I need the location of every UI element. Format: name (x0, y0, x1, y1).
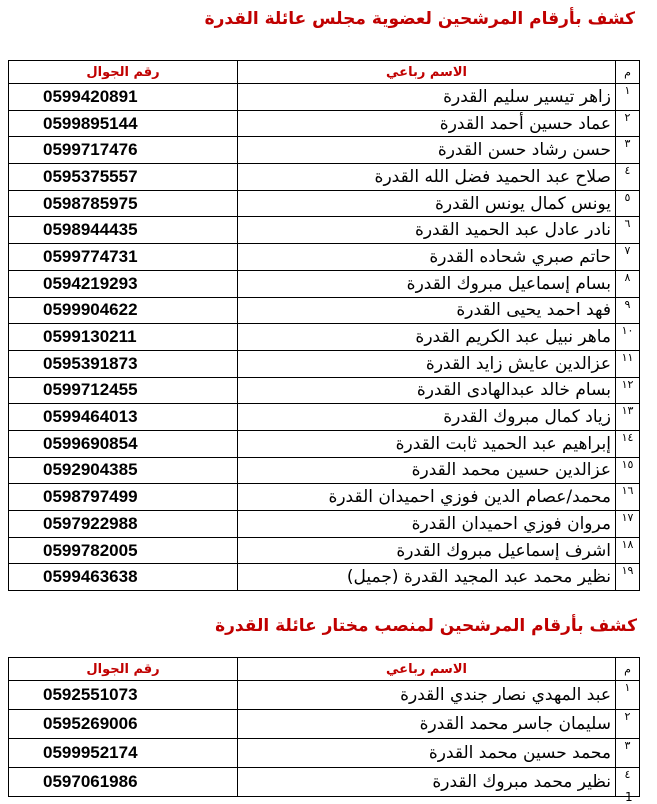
index-cell: ٢ (616, 110, 640, 137)
table-header-row (9, 61, 640, 84)
phone-cell: 0595375557 (9, 164, 238, 191)
phone-cell: 0599904622 (9, 297, 238, 324)
index-cell: ٨ (616, 270, 640, 297)
index-column-header: م (616, 61, 640, 84)
name-cell: عبد المهدي نصار جندي القدرة (238, 681, 616, 710)
section1-title: كشف بأرقام المرشحين لعضوية مجلس عائلة القدرة (204, 9, 635, 29)
name-cell: حسن رشاد حسن القدرة (238, 137, 616, 164)
index-cell: ٦ (616, 217, 640, 244)
name-cell: فهد احمد يحيى القدرة (238, 297, 616, 324)
name-cell: نظير محمد عبد المجيد القدرة (جميل) (238, 564, 616, 591)
phone-cell: 0599717476 (9, 137, 238, 164)
index-cell: ١١ (616, 350, 640, 377)
name-column-header: الاسم رباعي (238, 61, 616, 84)
phone-cell: 0597061986 (9, 768, 238, 797)
phone-cell: 0599774731 (9, 244, 238, 271)
table-row (9, 137, 640, 164)
phone-cell: 0598797499 (9, 484, 238, 511)
table-row (9, 324, 640, 351)
index-cell: ٧ (616, 244, 640, 271)
table-header-row (9, 658, 640, 681)
table-row (9, 710, 640, 739)
name-cell: زياد كمال مبروك القدرة (238, 404, 616, 431)
table-row (9, 110, 640, 137)
table-row (9, 511, 640, 538)
index-cell: ٢ (616, 710, 640, 739)
table-row (9, 768, 640, 797)
table-row (9, 739, 640, 768)
table-row (9, 217, 640, 244)
table-row (9, 430, 640, 457)
name-cell: محمد حسين محمد القدرة (238, 739, 616, 768)
name-cell: بسام خالد عبدالهادى القدرة (238, 377, 616, 404)
phone-cell: 0598944435 (9, 217, 238, 244)
phone-cell: 0597922988 (9, 511, 238, 538)
phone-cell: 0598785975 (9, 190, 238, 217)
name-cell: نظير محمد مبروك القدرة (238, 768, 616, 797)
name-cell: عزالدين عايش زايد القدرة (238, 350, 616, 377)
table-row (9, 164, 640, 191)
phone-cell: 0599420891 (9, 84, 238, 111)
name-cell: اشرف إسماعيل مبروك القدرة (238, 537, 616, 564)
name-cell: حاتم صبري شحاده القدرة (238, 244, 616, 271)
name-cell: نادر عادل عبد الحميد القدرة (238, 217, 616, 244)
name-cell: صلاح عبد الحميد فضل الله القدرة (238, 164, 616, 191)
table-row (9, 404, 640, 431)
index-cell: ١٣ (616, 404, 640, 431)
table-row (9, 84, 640, 111)
index-cell: ١٢ (616, 377, 640, 404)
name-cell: بسام إسماعيل مبروك القدرة (238, 270, 616, 297)
name-column-header: الاسم رباعي (238, 658, 616, 681)
index-cell: ١ (616, 681, 640, 710)
name-cell: يونس كمال يونس القدرة (238, 190, 616, 217)
index-cell: ١٦ (616, 484, 640, 511)
phone-cell: 0592551073 (9, 681, 238, 710)
phone-cell: 0599712455 (9, 377, 238, 404)
phone-cell: 0599690854 (9, 430, 238, 457)
phone-cell: 0595391873 (9, 350, 238, 377)
name-cell: زاهر تيسير سليم القدرة (238, 84, 616, 111)
index-cell: ٣ (616, 137, 640, 164)
table-row (9, 681, 640, 710)
name-cell: عماد حسين أحمد القدرة (238, 110, 616, 137)
name-cell: ماهر نبيل عبد الكريم القدرة (238, 324, 616, 351)
table-row (9, 537, 640, 564)
phone-cell: 0599464013 (9, 404, 238, 431)
index-cell: ١٩ (616, 564, 640, 591)
phone-cell: 0599952174 (9, 739, 238, 768)
phone-cell: 0599782005 (9, 537, 238, 564)
phone-cell: 0599463638 (9, 564, 238, 591)
table-row (9, 350, 640, 377)
table-row (9, 457, 640, 484)
table-row (9, 190, 640, 217)
phone-cell: 0592904385 (9, 457, 238, 484)
phone-cell: 0599130211 (9, 324, 238, 351)
index-cell: ٣ (616, 739, 640, 768)
table-row (9, 564, 640, 591)
index-column-header: م (616, 658, 640, 681)
table-row (9, 244, 640, 271)
phone-cell: 0595269006 (9, 710, 238, 739)
phone-column-header: رقم الجوال (9, 61, 238, 84)
name-cell: مروان فوزي احميدان القدرة (238, 511, 616, 538)
phone-column-header: رقم الجوال (9, 658, 238, 681)
name-cell: إبراهيم عبد الحميد ثابت القدرة (238, 430, 616, 457)
mukhtar-candidates-table (8, 657, 640, 797)
members-candidates-table (8, 60, 640, 591)
name-cell: محمد/عصام الدين فوزي احميدان القدرة (238, 484, 616, 511)
index-cell: ١ (616, 84, 640, 111)
index-cell: ٤ (616, 768, 640, 797)
page-mark: 1 (625, 790, 633, 804)
table-row (9, 484, 640, 511)
index-cell: ٩ (616, 297, 640, 324)
name-cell: سليمان جاسر محمد القدرة (238, 710, 616, 739)
index-cell: ٤ (616, 164, 640, 191)
index-cell: ١٥ (616, 457, 640, 484)
section2-title: كشف بأرقام المرشحين لمنصب مختار عائلة القدرة (215, 616, 637, 636)
index-cell: ١٠ (616, 324, 640, 351)
index-cell: ١٤ (616, 430, 640, 457)
phone-cell: 0594219293 (9, 270, 238, 297)
table-row (9, 270, 640, 297)
index-cell: ١٧ (616, 511, 640, 538)
phone-cell: 0599895144 (9, 110, 238, 137)
index-cell: ١٨ (616, 537, 640, 564)
index-cell: ٥ (616, 190, 640, 217)
name-cell: عزالدين حسين محمد القدرة (238, 457, 616, 484)
table-row (9, 377, 640, 404)
table-row (9, 297, 640, 324)
